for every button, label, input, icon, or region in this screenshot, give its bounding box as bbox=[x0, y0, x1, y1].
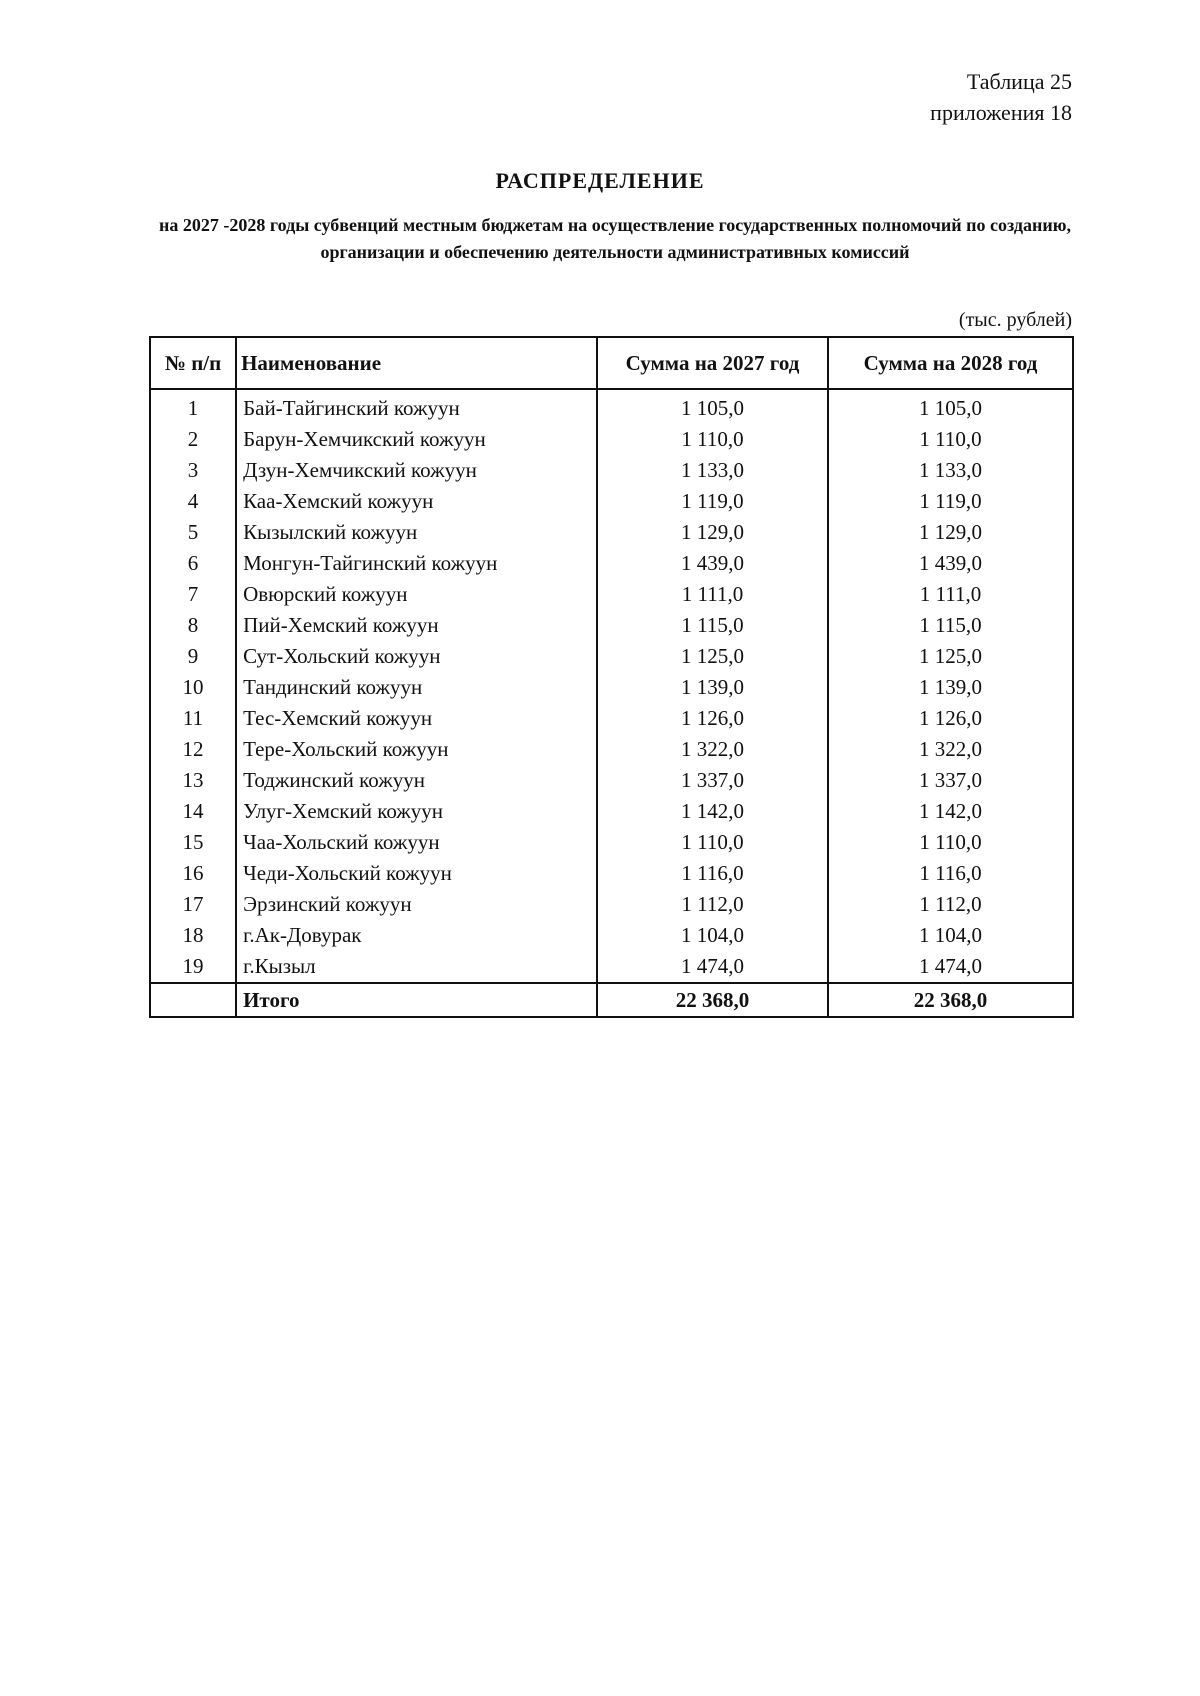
row-number: 13 bbox=[150, 765, 236, 796]
row-sum-2027: 1 110,0 bbox=[597, 424, 828, 455]
row-sum-2028: 1 474,0 bbox=[828, 951, 1073, 983]
table-row bbox=[150, 389, 1073, 424]
row-name: Монгун-Тайгинский кожуун bbox=[236, 548, 597, 579]
table-row bbox=[150, 517, 1073, 548]
row-name: Тоджинский кожуун bbox=[236, 765, 597, 796]
row-sum-2027: 1 139,0 bbox=[597, 672, 828, 703]
row-number: 5 bbox=[150, 517, 236, 548]
row-number: 6 bbox=[150, 548, 236, 579]
table-row bbox=[150, 920, 1073, 951]
row-sum-2027: 1 133,0 bbox=[597, 455, 828, 486]
row-number: 1 bbox=[150, 389, 236, 424]
row-sum-2028: 1 110,0 bbox=[828, 424, 1073, 455]
column-header-sum-2027: Сумма на 2027 год bbox=[597, 337, 828, 389]
column-header-number: № п/п bbox=[150, 337, 236, 389]
table-row bbox=[150, 827, 1073, 858]
row-sum-2027: 1 111,0 bbox=[597, 579, 828, 610]
total-sum-2028: 22 368,0 bbox=[828, 983, 1073, 1017]
row-name: Тере-Хольский кожуун bbox=[236, 734, 597, 765]
row-sum-2028: 1 116,0 bbox=[828, 858, 1073, 889]
row-sum-2027: 1 104,0 bbox=[597, 920, 828, 951]
row-sum-2028: 1 337,0 bbox=[828, 765, 1073, 796]
row-number: 14 bbox=[150, 796, 236, 827]
row-sum-2027: 1 110,0 bbox=[597, 827, 828, 858]
row-sum-2028: 1 115,0 bbox=[828, 610, 1073, 641]
table-ref-line2: приложения 18 bbox=[930, 100, 1072, 125]
row-name: Эрзинский кожуун bbox=[236, 889, 597, 920]
row-sum-2028: 1 105,0 bbox=[828, 389, 1073, 424]
total-row bbox=[150, 983, 1073, 1017]
row-number: 8 bbox=[150, 610, 236, 641]
table-row bbox=[150, 672, 1073, 703]
table-body bbox=[150, 389, 1073, 1017]
row-sum-2028: 1 322,0 bbox=[828, 734, 1073, 765]
table-row bbox=[150, 951, 1073, 983]
table-reference bbox=[930, 66, 1072, 128]
table-row bbox=[150, 796, 1073, 827]
table-row bbox=[150, 455, 1073, 486]
row-sum-2027: 1 337,0 bbox=[597, 765, 828, 796]
row-sum-2028: 1 111,0 bbox=[828, 579, 1073, 610]
row-sum-2028: 1 126,0 bbox=[828, 703, 1073, 734]
row-number: 18 bbox=[150, 920, 236, 951]
row-sum-2027: 1 112,0 bbox=[597, 889, 828, 920]
row-sum-2028: 1 142,0 bbox=[828, 796, 1073, 827]
row-sum-2027: 1 119,0 bbox=[597, 486, 828, 517]
row-sum-2027: 1 126,0 bbox=[597, 703, 828, 734]
row-sum-2027: 1 115,0 bbox=[597, 610, 828, 641]
row-sum-2027: 1 125,0 bbox=[597, 641, 828, 672]
row-number: 7 bbox=[150, 579, 236, 610]
table-row bbox=[150, 610, 1073, 641]
row-sum-2027: 1 105,0 bbox=[597, 389, 828, 424]
row-name: Бай-Тайгинский кожуун bbox=[236, 389, 597, 424]
column-header-sum-2028: Сумма на 2028 год bbox=[828, 337, 1073, 389]
table-row bbox=[150, 889, 1073, 920]
distribution-table bbox=[149, 336, 1074, 1018]
row-sum-2027: 1 439,0 bbox=[597, 548, 828, 579]
row-name: Тес-Хемский кожуун bbox=[236, 703, 597, 734]
row-sum-2027: 1 116,0 bbox=[597, 858, 828, 889]
row-name: Дзун-Хемчикский кожуун bbox=[236, 455, 597, 486]
table-row bbox=[150, 579, 1073, 610]
row-name: Каа-Хемский кожуун bbox=[236, 486, 597, 517]
document-subtitle: на 2027 -2028 годы субвенций местным бюджетам на осуществление государственных полномочий по созданию, организации и обеспечению деятельности административных комиссий bbox=[159, 215, 1071, 262]
table-row bbox=[150, 548, 1073, 579]
table-row bbox=[150, 765, 1073, 796]
row-number: 4 bbox=[150, 486, 236, 517]
table-row bbox=[150, 734, 1073, 765]
row-sum-2028: 1 139,0 bbox=[828, 672, 1073, 703]
row-number: 19 bbox=[150, 951, 236, 983]
row-number: 11 bbox=[150, 703, 236, 734]
row-name: Чеди-Хольский кожуун bbox=[236, 858, 597, 889]
row-number: 12 bbox=[150, 734, 236, 765]
row-sum-2027: 1 129,0 bbox=[597, 517, 828, 548]
row-sum-2027: 1 322,0 bbox=[597, 734, 828, 765]
table-row bbox=[150, 486, 1073, 517]
row-number: 10 bbox=[150, 672, 236, 703]
row-number: 3 bbox=[150, 455, 236, 486]
column-header-name: Наименование bbox=[236, 337, 597, 389]
row-sum-2027: 1 142,0 bbox=[597, 796, 828, 827]
row-number: 16 bbox=[150, 858, 236, 889]
row-name: Овюрский кожуун bbox=[236, 579, 597, 610]
row-sum-2028: 1 112,0 bbox=[828, 889, 1073, 920]
row-name: Улуг-Хемский кожуун bbox=[236, 796, 597, 827]
row-sum-2027: 1 474,0 bbox=[597, 951, 828, 983]
total-sum-2027: 22 368,0 bbox=[597, 983, 828, 1017]
table-row bbox=[150, 703, 1073, 734]
row-name: Сут-Хольский кожуун bbox=[236, 641, 597, 672]
table-row bbox=[150, 424, 1073, 455]
table-header-row bbox=[150, 337, 1073, 389]
total-name: Итого bbox=[236, 983, 597, 1017]
row-name: Пий-Хемский кожуун bbox=[236, 610, 597, 641]
row-number: 2 bbox=[150, 424, 236, 455]
total-number bbox=[150, 983, 236, 1017]
row-sum-2028: 1 110,0 bbox=[828, 827, 1073, 858]
row-number: 9 bbox=[150, 641, 236, 672]
row-number: 17 bbox=[150, 889, 236, 920]
table-row bbox=[150, 641, 1073, 672]
row-name: Кызылский кожуун bbox=[236, 517, 597, 548]
row-name: Чаа-Хольский кожуун bbox=[236, 827, 597, 858]
row-sum-2028: 1 125,0 bbox=[828, 641, 1073, 672]
row-name: Тандинский кожуун bbox=[236, 672, 597, 703]
document-title: РАСПРЕДЕЛЕНИЕ bbox=[495, 168, 705, 193]
row-sum-2028: 1 133,0 bbox=[828, 455, 1073, 486]
row-number: 15 bbox=[150, 827, 236, 858]
table-ref-line1: Таблица 25 bbox=[966, 69, 1072, 94]
row-name: г.Кызыл bbox=[236, 951, 597, 983]
row-sum-2028: 1 104,0 bbox=[828, 920, 1073, 951]
table-row bbox=[150, 858, 1073, 889]
units-label: (тыс. рублей) bbox=[958, 309, 1072, 331]
row-sum-2028: 1 129,0 bbox=[828, 517, 1073, 548]
row-sum-2028: 1 119,0 bbox=[828, 486, 1073, 517]
row-sum-2028: 1 439,0 bbox=[828, 548, 1073, 579]
row-name: Барун-Хемчикский кожуун bbox=[236, 424, 597, 455]
row-name: г.Ак-Довурак bbox=[236, 920, 597, 951]
